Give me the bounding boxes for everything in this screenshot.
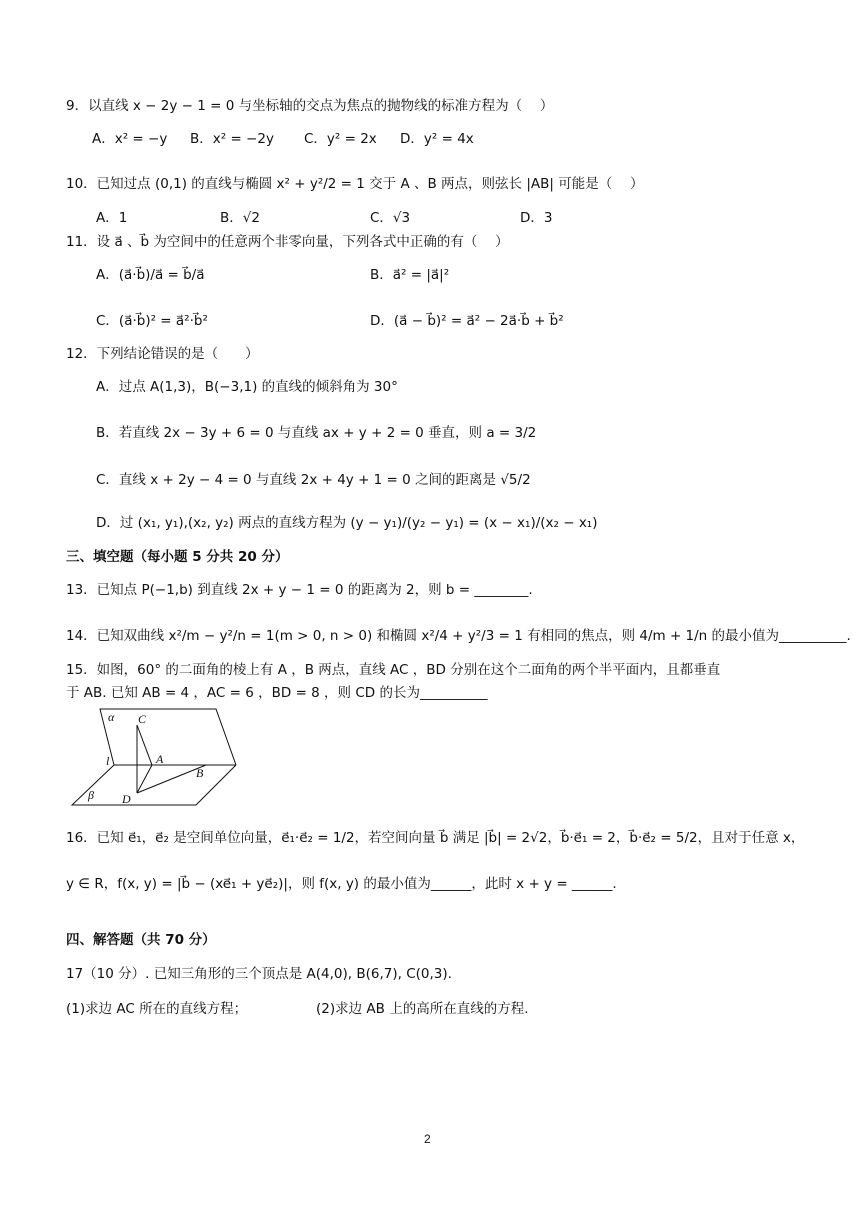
q9-stem: 9．以直线 x − 2y − 1 = 0 与坐标轴的交点为焦点的抛物线的标准方程为（ ） [66, 98, 554, 114]
plane-alpha-outline [100, 709, 236, 765]
label-c: C [138, 712, 147, 726]
q15-stem-line2: 于 AB. 已知 AB = 4 ，AC = 6 ，BD = 8 ，则 CD 的长为__________ [66, 685, 488, 701]
q12-option-d: D．过 (x₁, y₁),(x₂, y₂) 两点的直线方程为 (y − y₁)/(y₂ − y₁) = (x − x₁)/(x₂ − x₁) [96, 515, 598, 531]
section-heading-solutions: 四、解答题（共 70 分） [66, 932, 216, 948]
label-beta: β [88, 788, 94, 802]
q11-option-a: A．(a⃗·b⃗)/a⃗ = b⃗/a⃗ [96, 267, 205, 283]
page-number: 2 [424, 1132, 431, 1146]
q17-stem: 17（10 分）. 已知三角形的三个顶点是 A(4,0), B(6,7), C(0,3). [66, 966, 452, 982]
label-l: l [106, 754, 110, 768]
q10-option-a: A．1 [96, 210, 128, 226]
segment-ac [137, 725, 152, 765]
q16-stem-line2: y ∈ R，f(x, y) = |b⃗ − (xe⃗₁ + ye⃗₂)|，则 f(x, y) 的最小值为______，此时 x + y = ______. [66, 876, 617, 892]
plane-beta-outline [72, 765, 236, 805]
q17-part2: (2)求边 AB 上的高所在直线的方程. [316, 1001, 529, 1017]
dihedral-angle-figure [66, 705, 246, 813]
q11-stem: 11．设 a⃗ 、b⃗ 为空间中的任意两个非零向量，下列各式中正确的有（ ） [66, 234, 509, 250]
segment-ad [137, 765, 152, 793]
q17-part1: (1)求边 AC 所在的直线方程； [66, 1001, 248, 1017]
q12-stem: 12．下列结论错误的是（ ） [66, 346, 259, 362]
label-d: D [122, 792, 131, 806]
q9-option-c: C．y² = 2x [304, 131, 377, 147]
q9-option-b: B．x² = −2y [190, 131, 274, 147]
section-heading-fill-in: 三、填空题（每小题 5 分共 20 分） [66, 549, 289, 565]
label-alpha: α [108, 710, 115, 724]
q10-stem: 10．已知过点 (0,1) 的直线与椭圆 x² + y²/2 = 1 交于 A 、B 两点，则弦长 |AB| 可能是（ ） [66, 176, 644, 192]
q9-option-a: A．x² = −y [92, 131, 168, 147]
q15-stem-line1: 15．如图，60° 的二面角的棱上有 A ，B 两点，直线 AC ，BD 分别在这个二面角的两个半平面内，且都垂直 [66, 662, 721, 678]
q10-option-d: D．3 [520, 210, 553, 226]
q12-option-b: B．若直线 2x − 3y + 6 = 0 与直线 ax + y + 2 = 0 垂直，则 a = 3/2 [96, 425, 537, 441]
q10-option-b: B．√2 [220, 210, 260, 226]
q11-option-b: B．a⃗² = |a⃗|² [370, 267, 450, 283]
q13-stem: 13．已知点 P(−1,b) 到直线 2x + y − 1 = 0 的距离为 2，则 b = ________. [66, 582, 533, 598]
q16-stem-line1: 16．已知 e⃗₁，e⃗₂ 是空间单位向量，e⃗₁·e⃗₂ = 1/2，若空间向量 b⃗ 满足 |b⃗| = 2√2，b⃗·e⃗₁ = 2，b⃗·e⃗₂ = 5/2，且对于任意 x， [66, 830, 805, 846]
q12-option-a: A．过点 A(1,3)，B(−3,1) 的直线的倾斜角为 30° [96, 379, 398, 395]
q9-option-d: D．y² = 4x [400, 131, 474, 147]
q11-option-d: D．(a⃗ − b⃗)² = a⃗² − 2a⃗·b⃗ + b⃗² [370, 313, 564, 329]
label-a: A [156, 752, 164, 766]
q11-option-c: C．(a⃗·b⃗)² = a⃗²·b⃗² [96, 313, 208, 329]
q10-option-c: C．√3 [370, 210, 411, 226]
q14-stem: 14．已知双曲线 x²/m − y²/n = 1(m > 0, n > 0) 和椭圆 x²/4 + y²/3 = 1 有相同的焦点，则 4/m + 1/n 的最小值为__________. [66, 628, 851, 644]
q12-option-c: C．直线 x + 2y − 4 = 0 与直线 2x + 4y + 1 = 0 之间的距离是 √5/2 [96, 472, 531, 488]
label-b: B [196, 766, 204, 780]
